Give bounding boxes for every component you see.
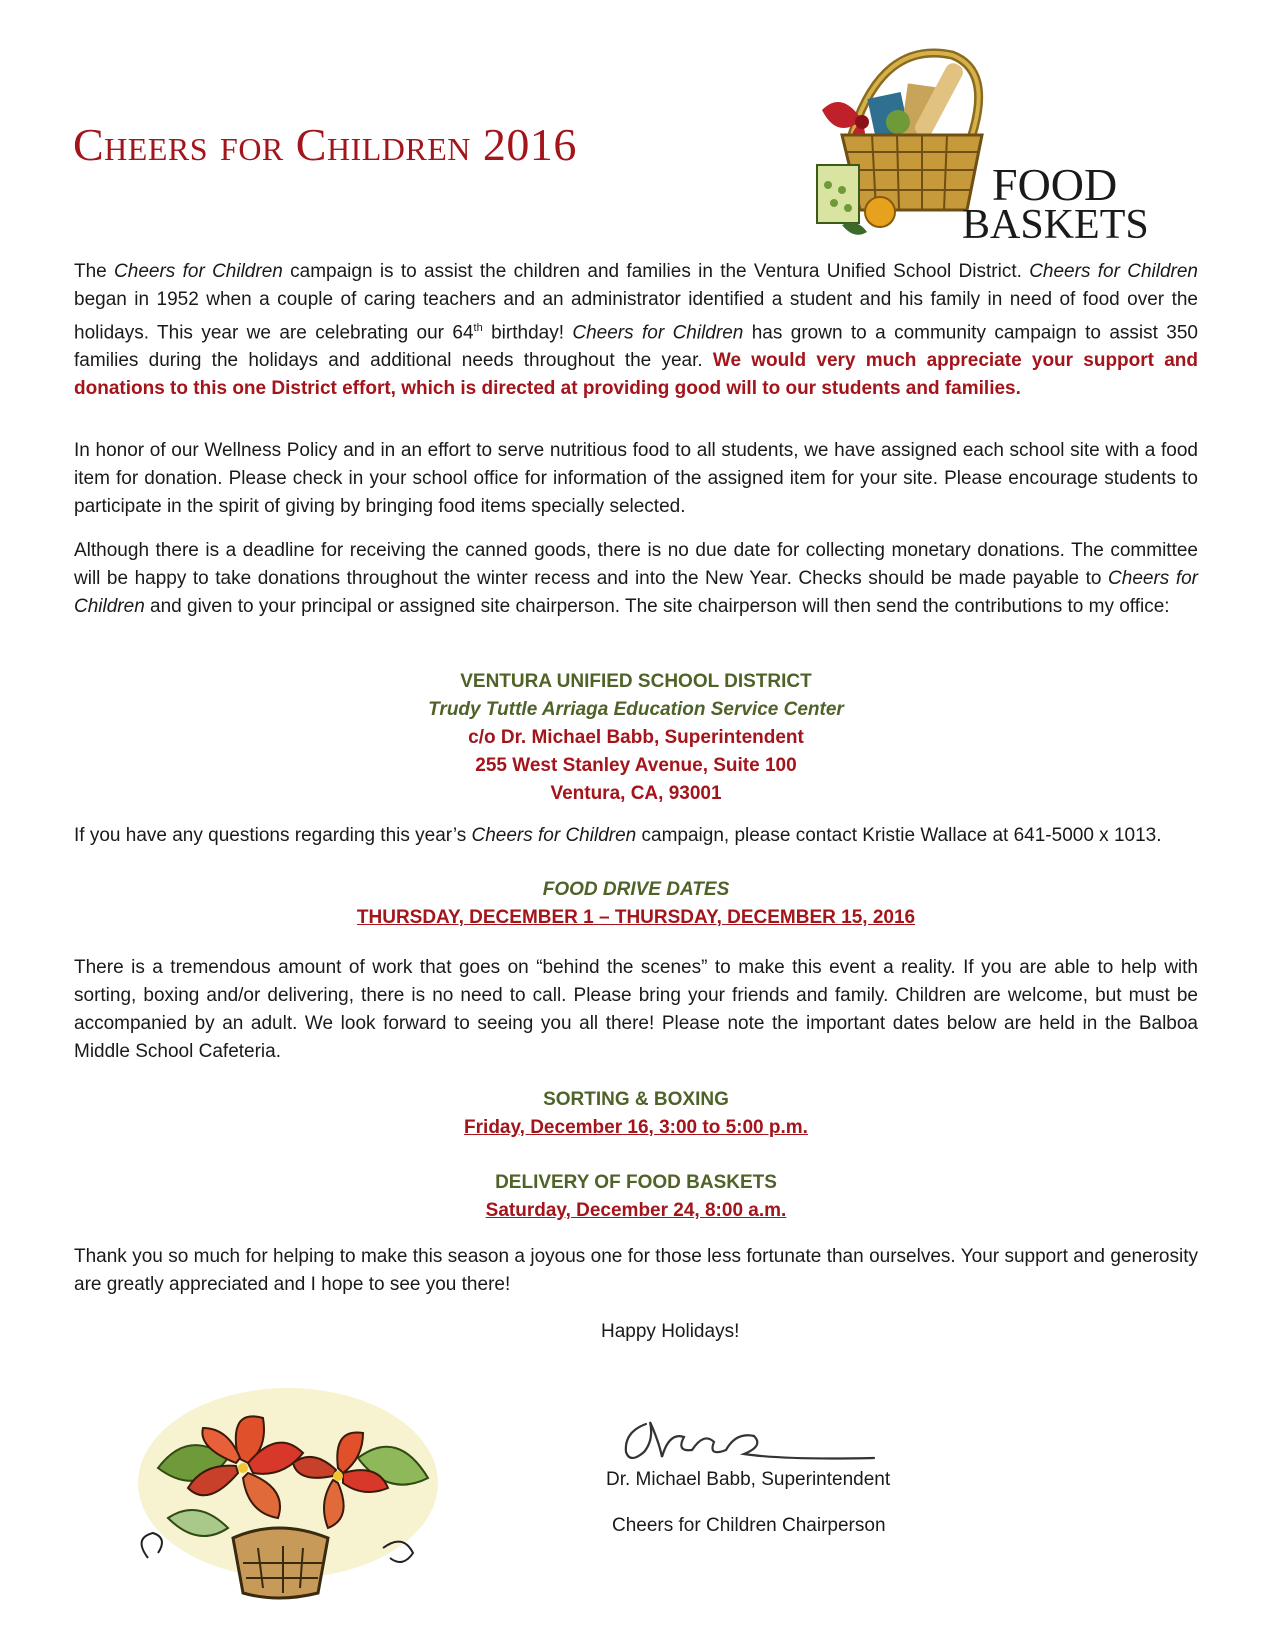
wellness-paragraph: In honor of our Wellness Policy and in an effort to serve nutritious food to all students, we have assigned each school site with a food item for donation. Please check in your school office for information of the assigned item for your site. Please encourage students to participate in the spirit of giving by bringing food items specially selected.: [74, 440, 1198, 517]
questions-paragraph: If you have any questions regarding this year’s Cheers for Children campaign, please contact Kristie Wallace at 641-5000 x 1013.: [74, 825, 1162, 846]
logo-text-baskets: BASKETS: [962, 202, 1149, 248]
food-drive-dates: THURSDAY, DECEMBER 1 – THURSDAY, DECEMBER 15, 2016: [356, 907, 916, 928]
deadline-paragraph: Although there is a deadline for receiving the canned goods, there is no due date for collecting monetary donations. The committee will be happy to take donations throughout the winter recess and into the New Year. Checks should be made payable to Cheers for Children and given to your principal or assigned site chairperson. The site chairperson will then send the contributions to my office:: [74, 540, 1199, 617]
address-street: 255 West Stanley Avenue, Suite 100: [475, 755, 797, 776]
address-district: VENTURA UNIFIED SCHOOL DISTRICT: [460, 671, 812, 692]
intro-paragraph: The Cheers for Children campaign is to assist the children and families in the Ventura Unified School District. Cheers for Children began in 1952 when a couple of caring teachers and an administrator identified a student and his family in need of food over the holidays. This year we are celebrating our 64th birthday! Cheers for Children has grown to a community campaign to assist 350 families during the holidays and additional needs throughout the year. We would very much appreciate your support and donations to this one District effort, which is directed at providing good will to our students and families.: [74, 261, 1198, 400]
sorting-heading: SORTING & BOXING: [543, 1089, 729, 1110]
food-drive-heading: FOOD DRIVE DATES: [542, 879, 730, 900]
address-center: Trudy Tuttle Arriaga Education Service Center: [428, 699, 844, 720]
address-block: [74, 668, 1198, 808]
signature-image: [614, 1402, 904, 1472]
closing-greeting: Happy Holidays!: [601, 1321, 740, 1342]
address-care-of: c/o Dr. Michael Babb, Superintendent: [468, 727, 804, 748]
thanks-paragraph: Thank you so much for helping to make this season a joyous one for those less fortunate than ourselves. Your support and generosity are greatly appreciated and I hope to see you there!: [74, 1246, 1198, 1295]
sorting-block: [74, 1086, 1198, 1142]
address-city: Ventura, CA, 93001: [550, 783, 722, 804]
food-baskets-logo: [812, 40, 1149, 255]
closing-role: Cheers for Children Chairperson: [612, 1515, 886, 1536]
appeal-text: We would very much appreciate your support and donations to this one District effort, which is directed at providing good will to our students and families.: [74, 350, 1198, 400]
delivery-block: [74, 1169, 1198, 1225]
sorting-date: Friday, December 16, 3:00 to 5:00 p.m.: [464, 1117, 808, 1138]
page-title: Cheers for Children 2016: [73, 119, 577, 170]
poinsettia-icon: [128, 1388, 438, 1603]
food-drive-block: [74, 876, 1198, 932]
closing-name: Dr. Michael Babb, Superintendent: [606, 1469, 891, 1490]
delivery-date: Saturday, December 24, 8:00 a.m.: [485, 1200, 787, 1221]
logo-text-food: FOOD: [992, 159, 1118, 210]
delivery-heading: DELIVERY OF FOOD BASKETS: [495, 1172, 777, 1193]
work-paragraph: There is a tremendous amount of work that goes on “behind the scenes” to make this event a reality. If you are able to help with sorting, boxing and/or delivering, there is no need to call. Please bring your friends and family. Children are welcome, but must be accompanied by an adult. We look forward to seeing you all there! Please note the important dates below are held in the Balboa Middle School Cafeteria.: [74, 957, 1198, 1062]
